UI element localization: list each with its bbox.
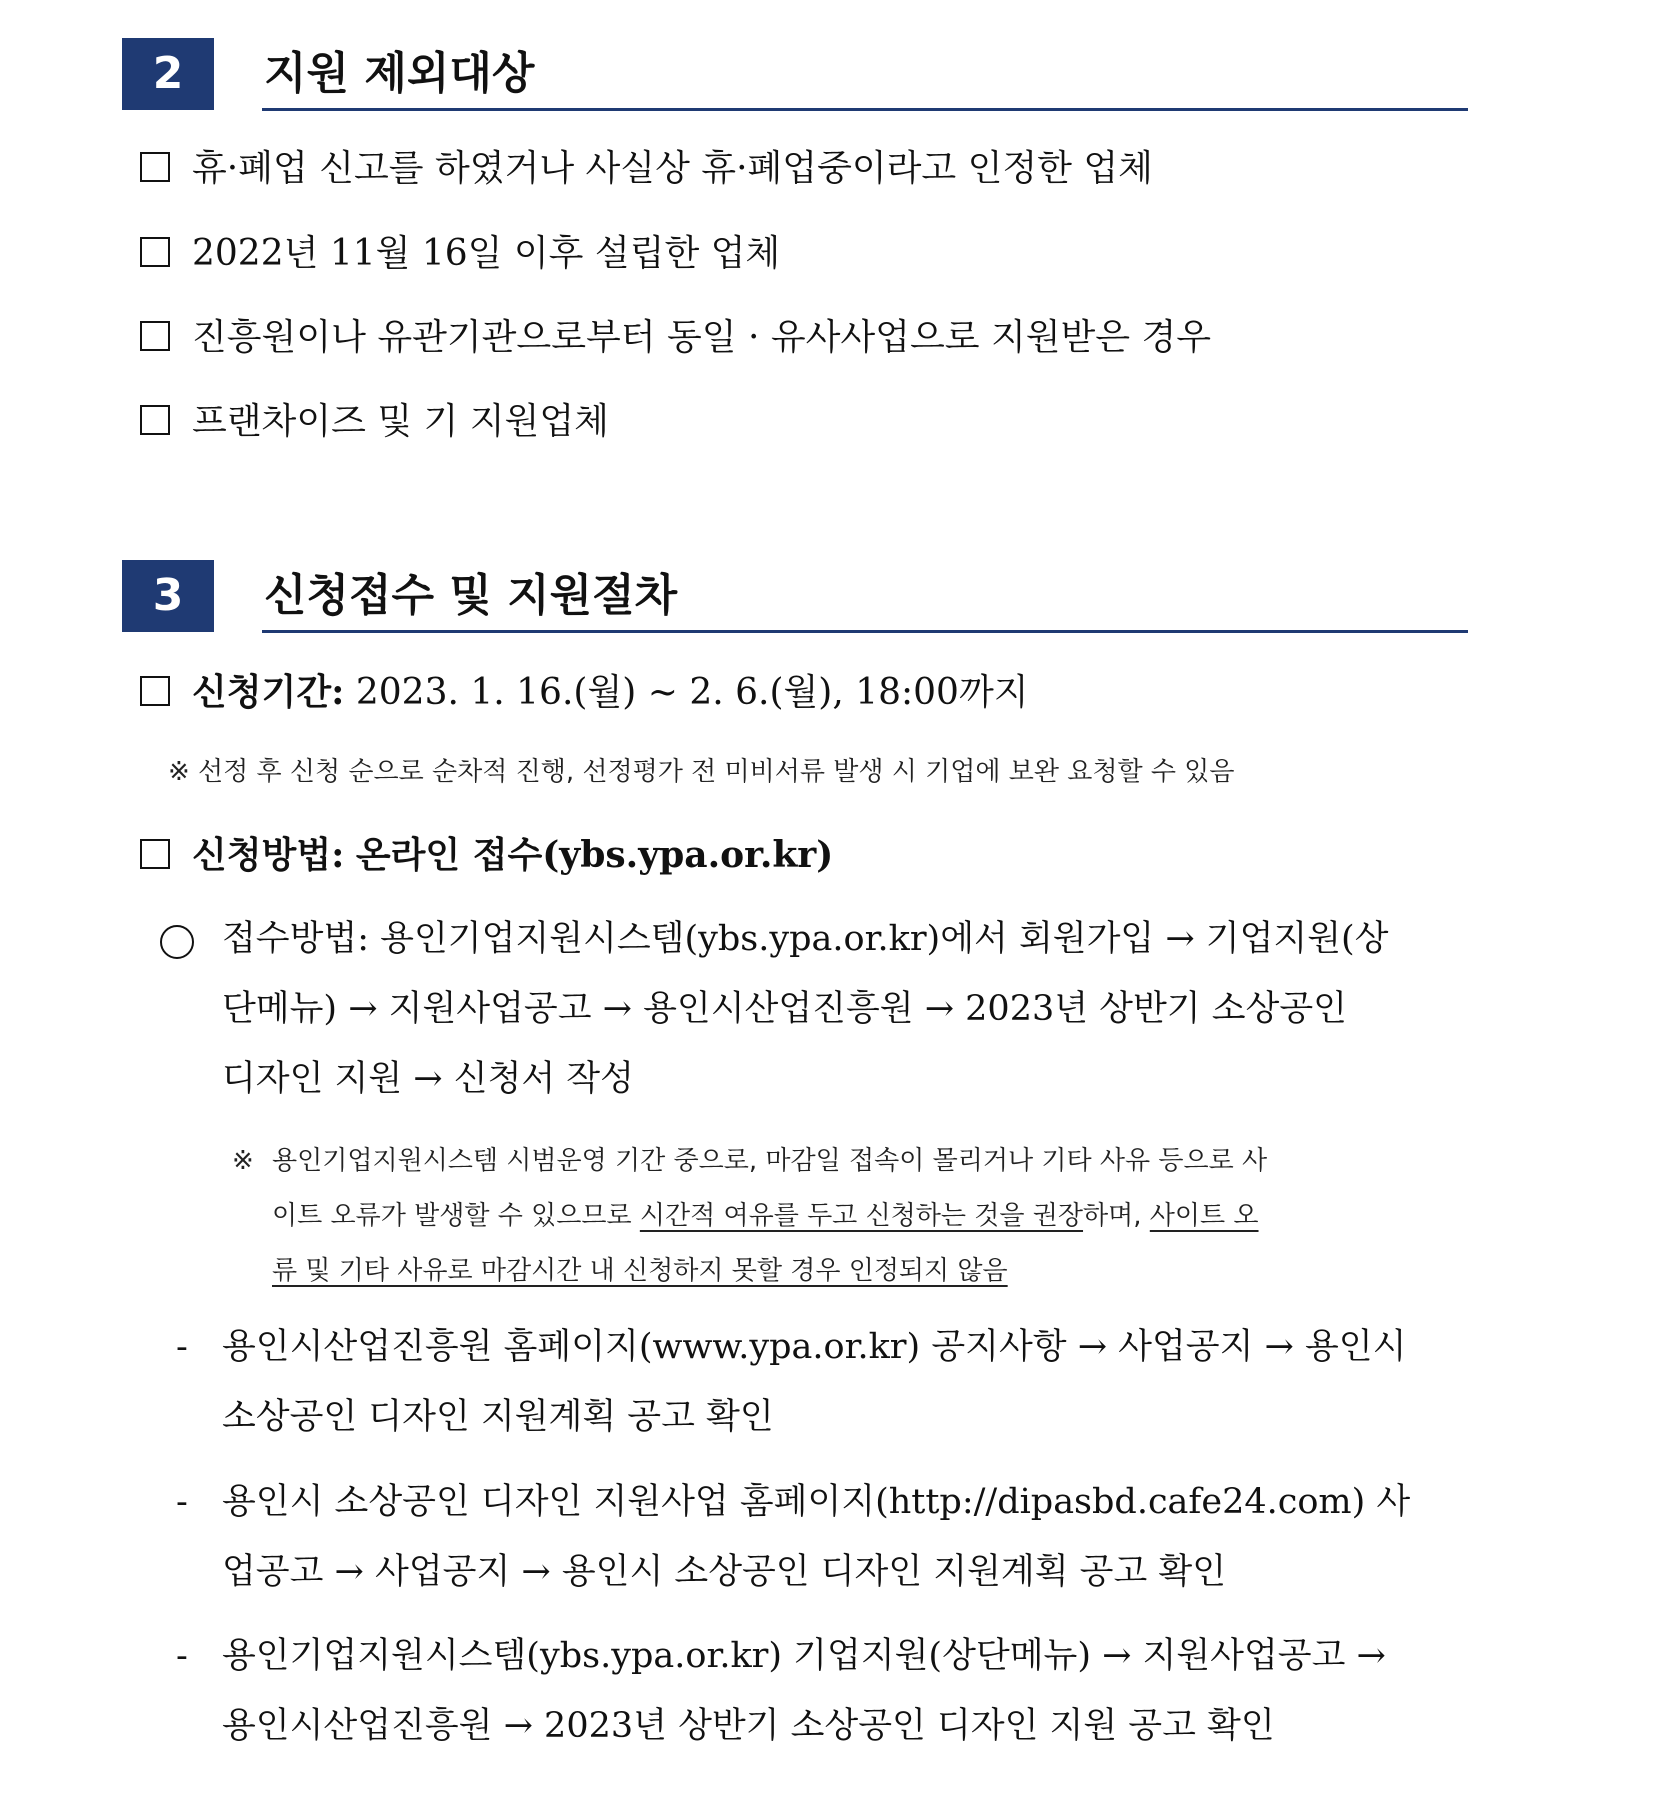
- method-value: 온라인 접수(ybs.ypa.or.kr): [355, 834, 834, 876]
- list-item: 2022년 11월 16일 이후 설립한 업체: [140, 230, 780, 278]
- link-line: 소상공인 디자인 지원계획 공고 확인: [222, 1397, 774, 1437]
- section-2-header: [122, 38, 1468, 114]
- procedure-line: 단메뉴) → 지원사업공고 → 용인시산업진흥원 → 2023년 상반기 소상공인: [222, 989, 1347, 1029]
- link-line: 용인시산업진흥원 → 2023년 상반기 소상공인 디자인 지원 공고 확인: [222, 1706, 1275, 1746]
- application-period: [140, 668, 1029, 717]
- dash-bullet: -: [176, 1636, 188, 1676]
- section-divider: [262, 108, 1468, 111]
- warning-line: 용인기업지원시스템 시범운영 기간 중으로, 마감일 접속이 몰리거나 기타 사유 등으로 사: [272, 1146, 1268, 1176]
- checkbox-square-icon: [140, 839, 170, 869]
- dash-bullet: -: [176, 1327, 188, 1367]
- section-title: 지원 제외대상: [264, 48, 535, 99]
- list-item: 진흥원이나 유관기관으로부터 동일 · 유사사업으로 지원받은 경우: [140, 314, 1211, 362]
- checkbox-square-icon: [140, 405, 170, 435]
- circle-bullet: [160, 925, 194, 959]
- section-3-header: [122, 560, 1468, 636]
- period-label: 신청기간:: [192, 671, 345, 713]
- dash-bullet: -: [176, 1482, 188, 1522]
- period-note: ※ 선정 후 신청 순으로 순차적 진행, 선정평가 전 미비서류 발생 시 기업에 보완 요청할 수 있음: [168, 757, 1235, 787]
- list-item: 휴·폐업 신고를 하였거나 사실상 휴·폐업중이라고 인정한 업체: [140, 145, 1153, 193]
- circle-bullet-icon: [160, 925, 194, 959]
- application-method: [140, 831, 833, 880]
- section-number: 3: [122, 560, 214, 632]
- checkbox-square-icon: [140, 152, 170, 182]
- link-line: 용인시 소상공인 디자인 지원사업 홈페이지(http://dipasbd.cafe24.com) 사: [222, 1482, 1411, 1522]
- warning-mark: ※: [232, 1146, 254, 1176]
- procedure-line: 디자인 지원 → 신청서 작성: [222, 1059, 634, 1099]
- method-label: 신청방법:: [192, 834, 345, 876]
- warning-line: 류 및 기타 사유로 마감시간 내 신청하지 못할 경우 인정되지 않음: [272, 1256, 1008, 1286]
- warning-line: 이트 오류가 발생할 수 있으므로 시간적 여유를 두고 신청하는 것을 권장하며, 사이트 오: [272, 1201, 1259, 1231]
- section-title: 신청접수 및 지원절차: [264, 570, 678, 621]
- checkbox-square-icon: [140, 237, 170, 267]
- checkbox-square-icon: [140, 321, 170, 351]
- link-line: 업공고 → 사업공지 → 용인시 소상공인 디자인 지원계획 공고 확인: [222, 1552, 1227, 1592]
- link-line: 용인시산업진흥원 홈페이지(www.ypa.or.kr) 공지사항 → 사업공지 → 용인시: [222, 1327, 1407, 1367]
- period-value: 2023. 1. 16.(월) ~ 2. 6.(월), 18:00까지: [355, 672, 1029, 713]
- procedure-line: 접수방법: 용인기업지원시스템(ybs.ypa.or.kr)에서 회원가입 → 기업지원(상: [222, 919, 1389, 959]
- section-number: 2: [122, 38, 214, 110]
- section-divider: [262, 630, 1468, 633]
- link-line: 용인기업지원시스템(ybs.ypa.or.kr) 기업지원(상단메뉴) → 지원사업공고 →: [222, 1636, 1386, 1676]
- list-item: 프랜차이즈 및 기 지원업체: [140, 398, 609, 446]
- checkbox-square-icon: [140, 676, 170, 706]
